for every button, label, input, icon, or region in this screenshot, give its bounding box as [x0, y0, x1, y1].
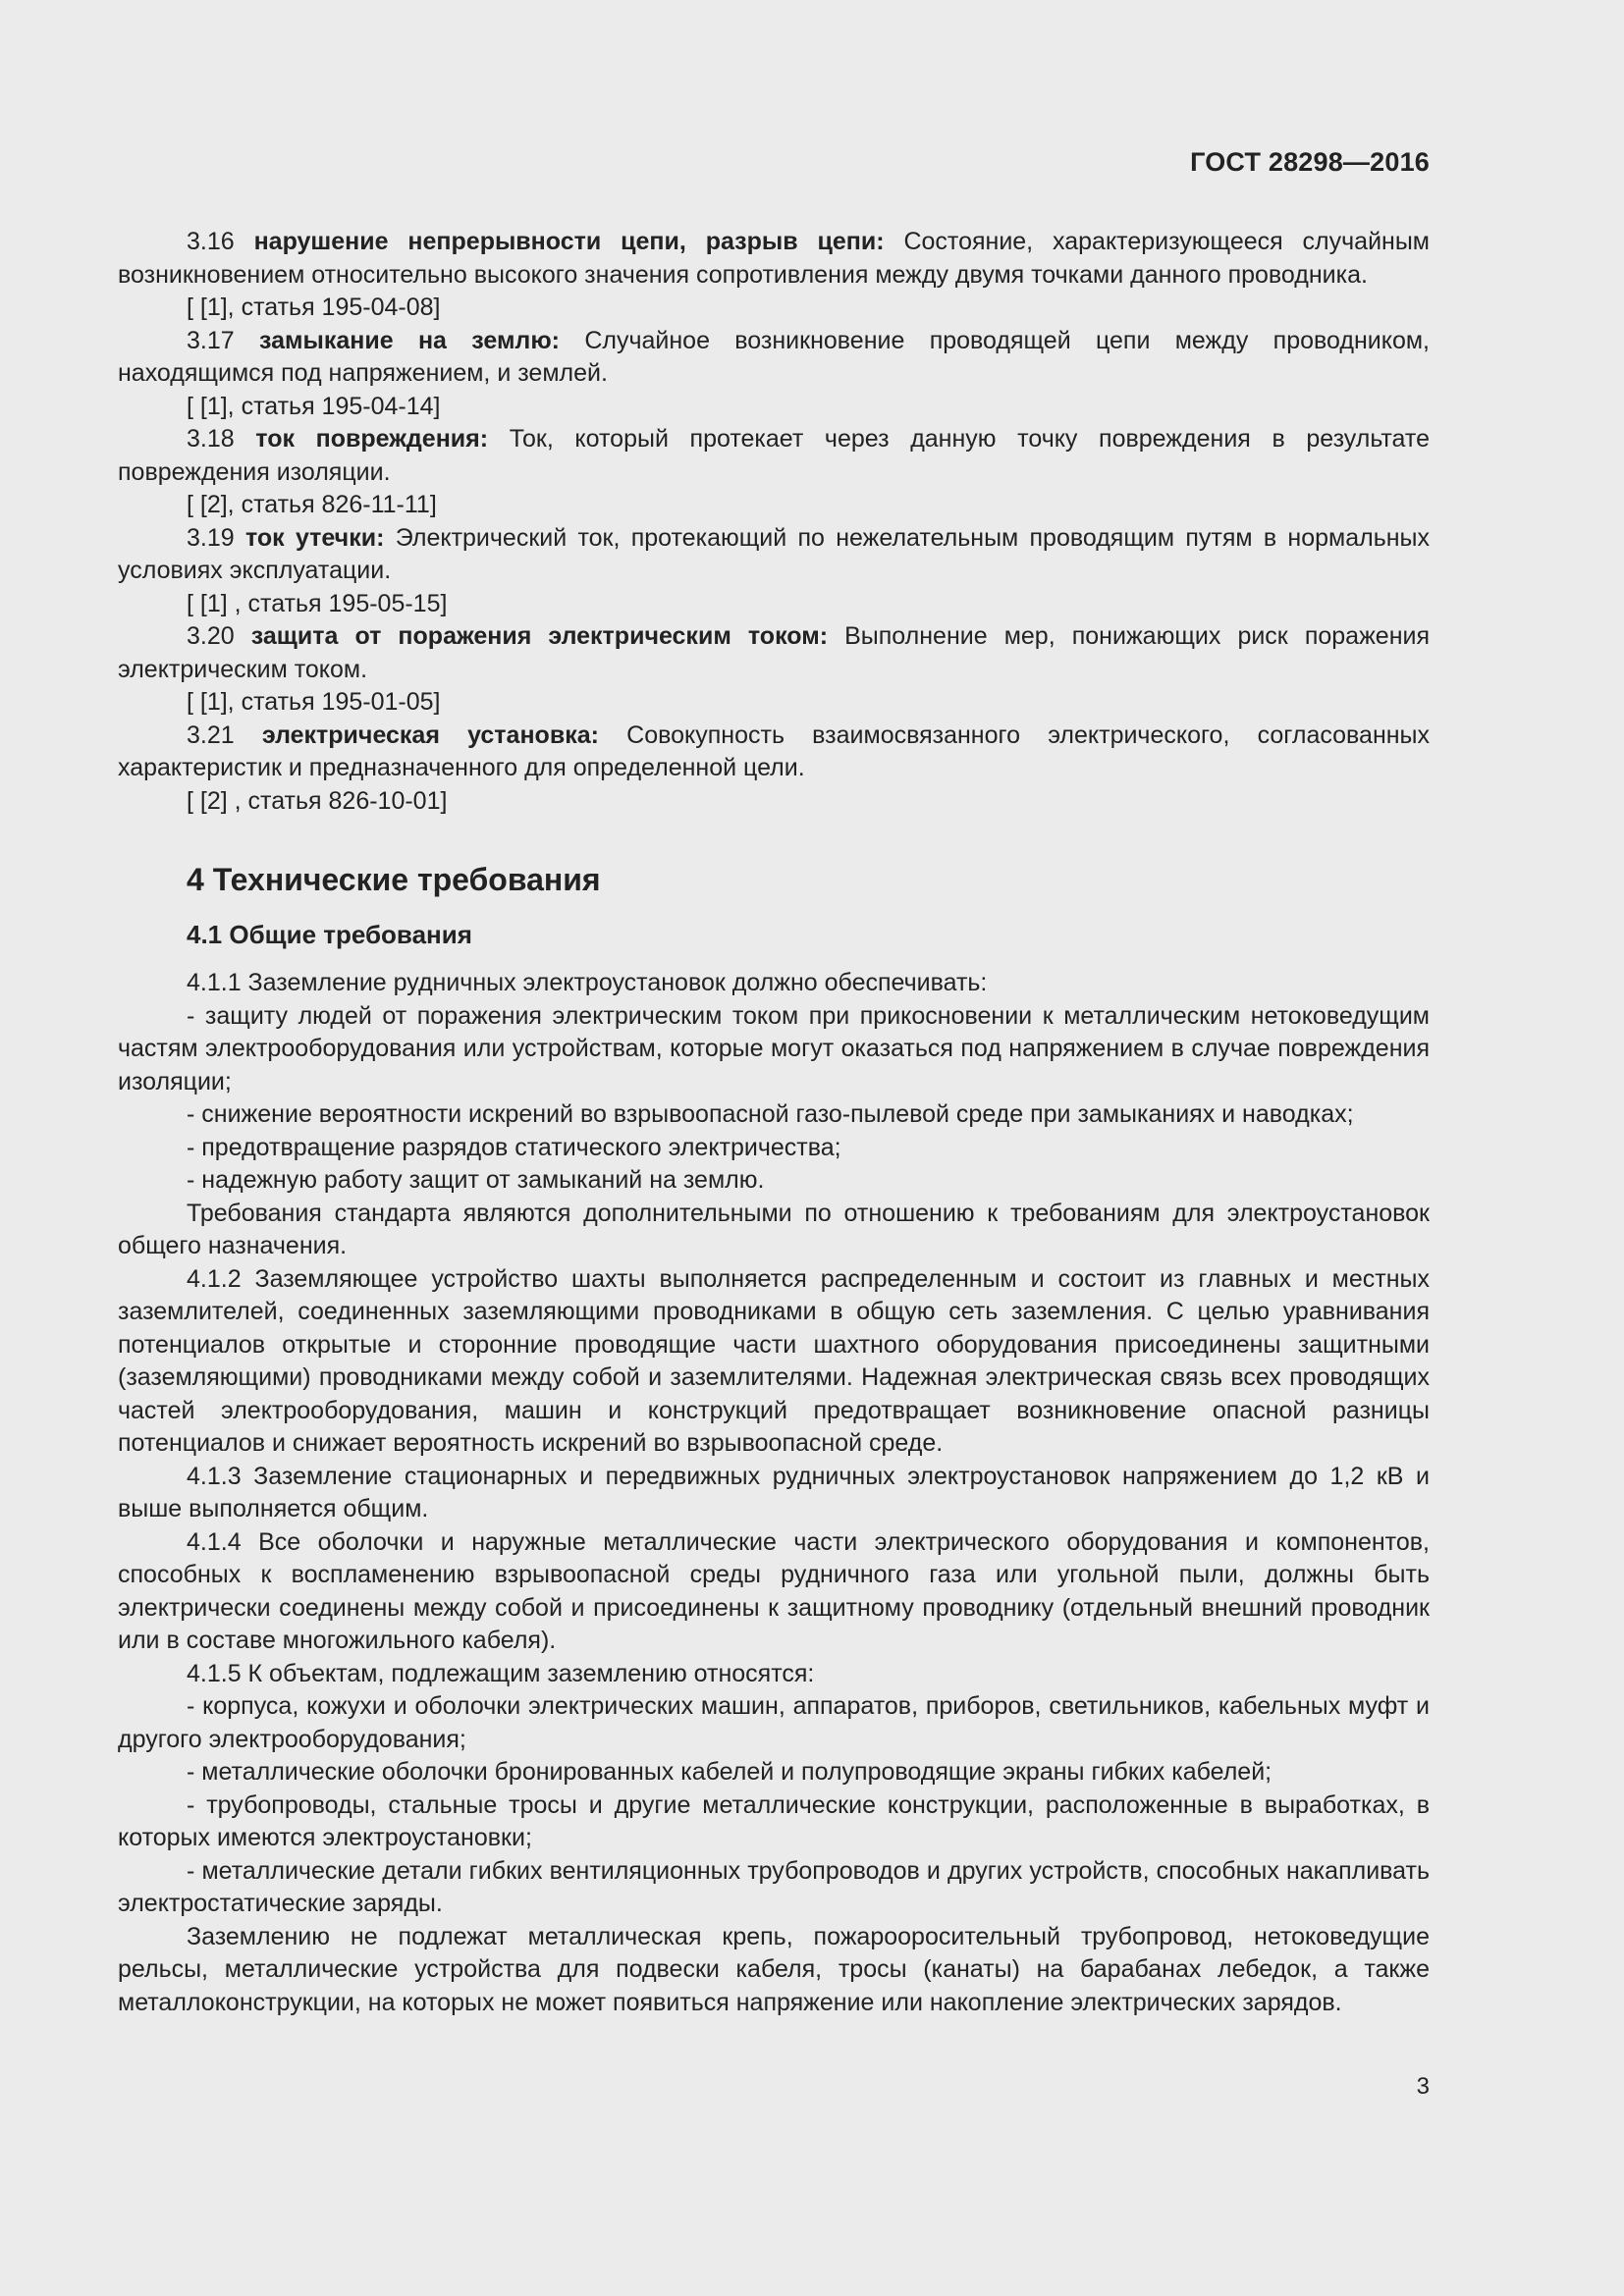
definition-item: [118, 522, 1430, 621]
definition-paragraph: [118, 226, 1430, 292]
definition-term: ток повреждения:: [255, 425, 489, 453]
definition-text: Состояние, характеризующееся случайным возникновением относительно высокого значения сопротивления между двумя точками данного проводника.: [118, 228, 1430, 289]
list-item: - металлические оболочки бронированных кабелей и полупроводящие экраны гибких кабелей;: [187, 1758, 1272, 1786]
subsection-heading: 4.1 Общие требования: [187, 920, 472, 949]
definition-text: Выполнение мер, понижающих риск поражения электрическим током.: [118, 622, 1431, 683]
paragraph: Требования стандарта являются дополнительными по отношению к требованиям для электроустановок общего назначения.: [118, 1199, 1430, 1259]
definition-item: [118, 620, 1430, 720]
definition-paragraph: [118, 325, 1430, 391]
definition-reference: [ [2] , статья 826-10-01]: [187, 786, 448, 815]
definition-reference: [ [1], статья 195-01-05]: [187, 688, 441, 716]
definition-reference: [ [2], статья 826-11-11]: [187, 491, 437, 518]
definition-term: замыкание на землю:: [259, 326, 560, 354]
definition-number: 3.21: [187, 721, 235, 749]
definitions-list: [118, 226, 1430, 818]
definition-paragraph: [118, 620, 1430, 686]
definition-item: [118, 423, 1430, 522]
section-body: [118, 967, 1430, 2019]
definition-text: Электрический ток, протекающий по нежелательным проводящим путям в нормальных условиях эксплуатации.: [118, 523, 1431, 584]
definition-number: 3.19: [187, 523, 235, 552]
definition-number: 3.17: [187, 326, 235, 354]
definition-item: [118, 325, 1430, 424]
definition-reference: [ [1] , статья 195-05-15]: [187, 589, 448, 617]
list-item: - защиту людей от поражения электрическим током при прикосновении к металлическим нетоковедущим частям электрооборудования или устройствам, которые могут оказаться под напряжением в случае повреждения изоляции;: [118, 1001, 1430, 1095]
list-item: - предотвращение разрядов статического электричества;: [187, 1133, 841, 1161]
document-code-header: ГОСТ 28298—2016: [1190, 147, 1430, 177]
list-item: - снижение вероятности искрений во взрывоопасной газо-пылевой среде при замыканиях и наводках;: [187, 1100, 1354, 1128]
definition-number: 3.18: [187, 425, 235, 453]
definition-text: Совокупность взаимосвязанного электрического, согласованных характеристик и предназначенного для определенной цели.: [118, 721, 1431, 781]
section-heading: 4 Технические требования: [187, 862, 601, 897]
definition-term: электрическая установка:: [261, 721, 599, 749]
definition-reference: [ [1], статья 195-04-14]: [187, 392, 441, 420]
definition-term: защита от поражения электрическим током:: [250, 622, 829, 650]
definition-paragraph: [118, 423, 1430, 489]
list-item: - металлические детали гибких вентиляционных трубопроводов и других устройств, способных накапливать электростатические заряды.: [118, 1856, 1430, 1917]
definition-paragraph: [118, 522, 1430, 588]
page-number: 3: [1416, 2073, 1430, 2100]
definition-number: 3.20: [187, 622, 235, 650]
paragraph: 4.1.2 Заземляющее устройство шахты выполняется распределенным и состоит из главных и местных заземлителей, соединенных заземляющими проводниками в общую сеть заземления. С целью уравнивания потенциалов открытые и сторонние проводящие части шахтного оборудования присоединены защитными (заземляющими) проводниками между собой и заземлителями. Надежная электрическая связь всех проводящих частей электрооборудования, машин и конструкций предотвращает возникновение опасной разницы потенциалов и снижает вероятность искрений во взрывоопасной среде.: [118, 1264, 1430, 1457]
paragraph: 4.1.1 Заземление рудничных электроустановок должно обеспечивать:: [187, 969, 988, 996]
definition-number: 3.16: [187, 228, 235, 255]
definition-paragraph: [118, 720, 1430, 785]
definition-item: [118, 226, 1430, 325]
definition-term: ток утечки:: [244, 523, 385, 552]
paragraph: 4.1.4 Все оболочки и наружные металлические части электрического оборудования и компонентов, способных к воспламенению взрывоопасной среды рудничного газа или угольной пыли, должны быть электрически соединены между собой и присоединены к защитному проводнику (отдельный внешний проводник или в составе многожильного кабеля).: [118, 1527, 1430, 1654]
definition-text: Случайное возникновение проводящей цепи между проводником, находящимся под напряжением, и землей.: [118, 326, 1431, 387]
definition-reference: [ [1], статья 195-04-08]: [187, 294, 441, 321]
list-item: - корпуса, кожухи и оболочки электрических машин, аппаратов, приборов, светильников, кабельных муфт и другого электрооборудования;: [118, 1692, 1430, 1753]
page-content: [118, 226, 1430, 2019]
definition-term: нарушение непрерывности цепи, разрыв цепи:: [253, 228, 885, 255]
list-item: - трубопроводы, стальные тросы и другие металлические конструкции, расположенные в выработках, в которых имеются электроустановки;: [118, 1790, 1430, 1851]
list-item: - надежную работу защит от замыканий на землю.: [187, 1166, 765, 1194]
paragraph: Заземлению не подлежат металлическая крепь, пожарооросительный трубопровод, нетоковедущие рельсы, металлические устройства для подвески кабеля, тросы (канаты) на барабанах лебедок, а также металлоконструкции, на которых не может появиться напряжение или накопление электрических зарядов.: [118, 1922, 1430, 2016]
definition-text: Ток, который протекает через данную точку повреждения в результате повреждения изоляции.: [118, 425, 1430, 486]
paragraph: 4.1.3 Заземление стационарных и передвижных рудничных электроустановок напряжением до 1,2 кВ и выше выполняется общим.: [118, 1462, 1430, 1522]
definition-item: [118, 720, 1430, 819]
paragraph: 4.1.5 К объектам, подлежащим заземлению относятся:: [187, 1659, 815, 1687]
